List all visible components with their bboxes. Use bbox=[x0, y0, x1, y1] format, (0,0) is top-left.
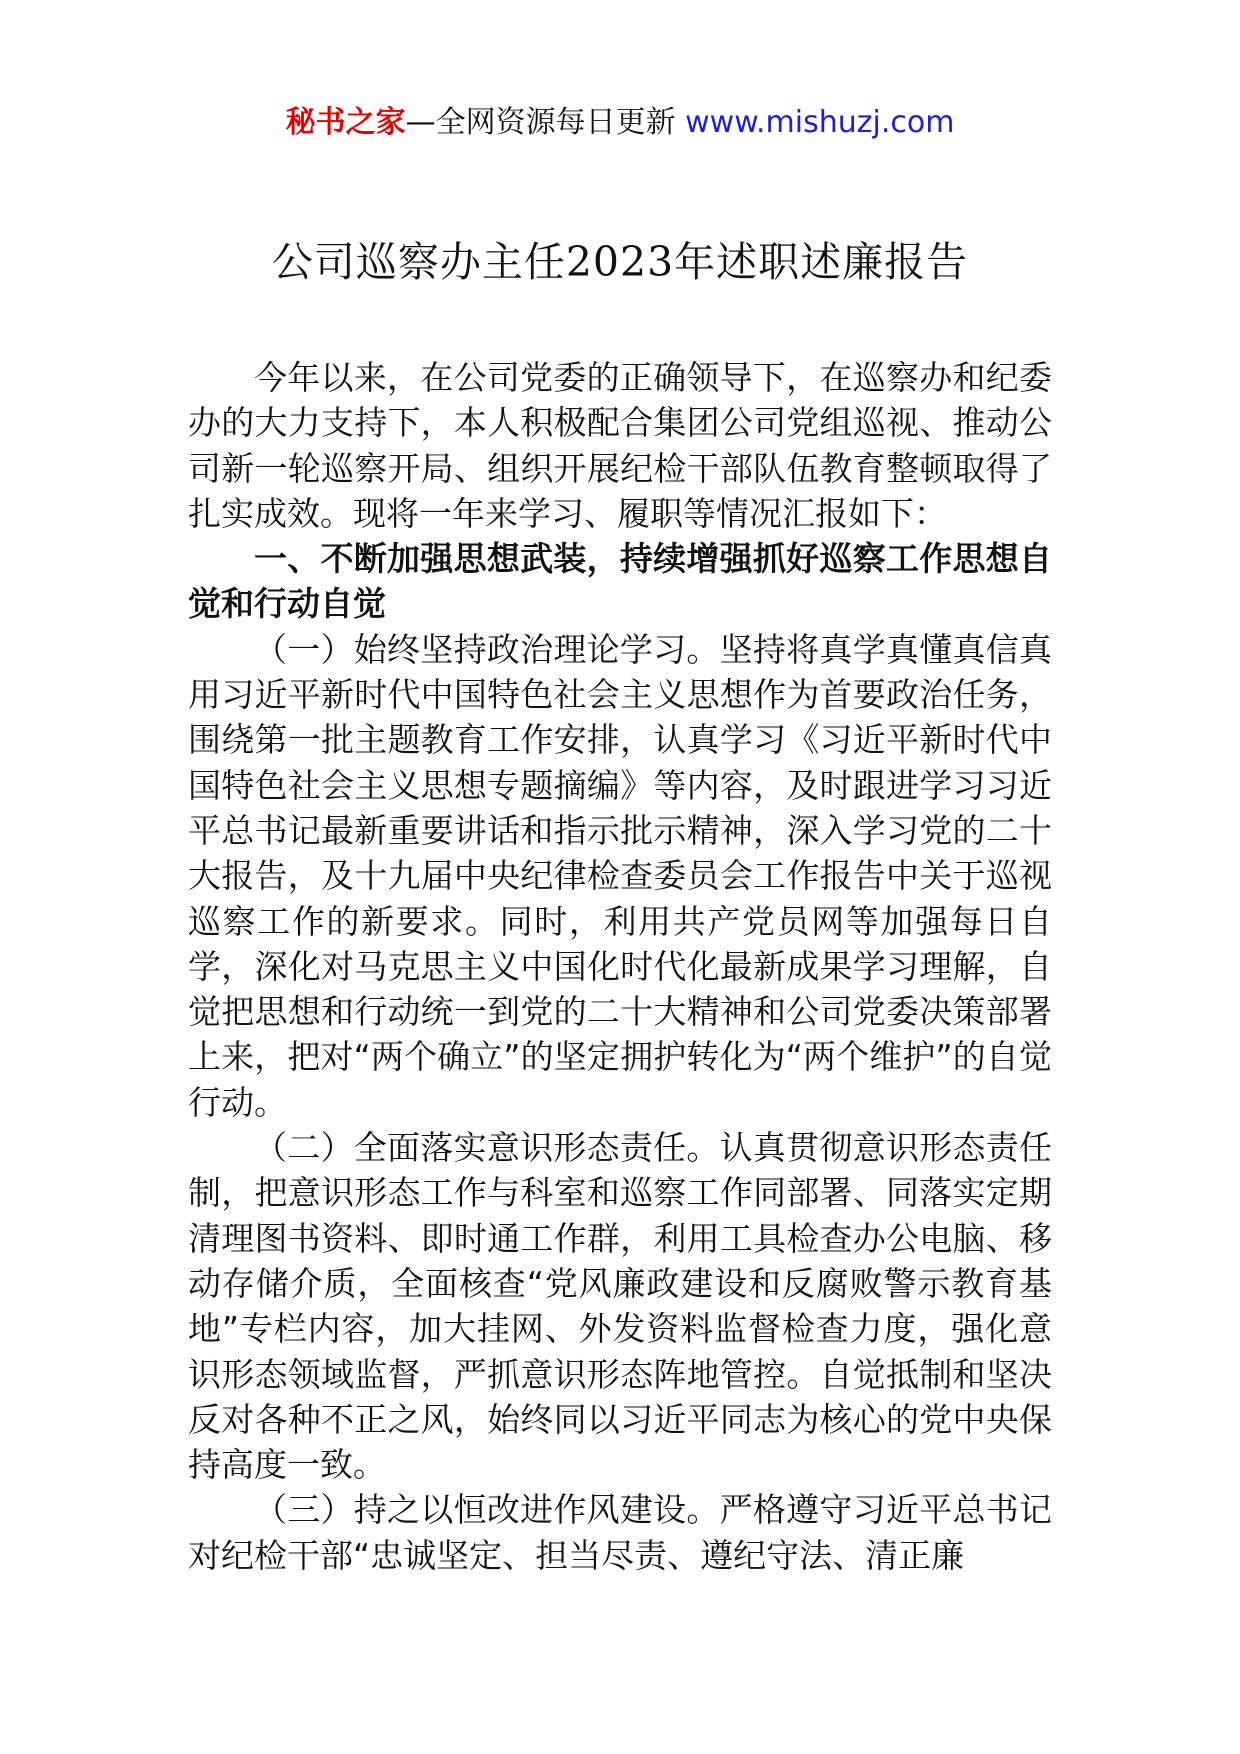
site-banner bbox=[0, 100, 1240, 146]
document-body bbox=[188, 355, 1052, 1578]
intro-paragraph: 今年以来，在公司党委的正确领导下，在巡察办和纪委办的大力支持下，本人积极配合集团公司党组巡视、推动公司新一轮巡察开局、组织开展纪检干部队伍教育整顿取得了扎实成效。现将一年来学习、履职等情况汇报如下： bbox=[188, 358, 1052, 533]
section-heading-1: 一、不断加强思想武装，持续增强抓好巡察工作思想自觉和行动自觉 bbox=[188, 539, 1052, 624]
document-title: 公司巡察办主任2023年述职述廉报告 bbox=[271, 238, 969, 286]
brand-tagline: —全网资源每日更新 bbox=[405, 105, 676, 140]
brand-name: 秘书之家 bbox=[285, 105, 406, 140]
subsection-paragraph-1: （一）始终坚持政治理论学习。坚持将真学真懂真信真用习近平新时代中国特色社会主义思想作为首要政治任务，围绕第一批主题教育工作安排，认真学习《习近平新时代中国特色社会主义思想专题摘编》等内容，及时跟进学习习近平总书记最新重要讲话和指示批示精神，深入学习党的二十大报告，及十九届中央纪律检查委员会工作报告中关于巡视巡察工作的新要求。同时，利用共产党员网等加强每日自学，深化对马克思主义中国化时代化最新成果学习理解，自觉把思想和行动统一到党的二十大精神和公司党委决策部署上来，把对“两个确立”的坚定拥护转化为“两个维护”的自觉行动。 bbox=[188, 629, 1052, 1122]
website-link[interactable]: www.mishuzj.com bbox=[685, 105, 955, 140]
subsection-paragraph-2: （二）全面落实意识形态责任。认真贯彻意识形态责任制，把意识形态工作与科室和巡察工作同部署、同落实定期清理图书资料、即时通工作群，利用工具检查办公电脑、移动存储介质，全面核查“党风廉政建设和反腐败警示教育基地”专栏内容，加大挂网、外发资料监督检查力度，强化意识形态领域监督，严抓意识形态阵地管控。自觉抵制和坚决反对各种不正之风，始终同以习近平同志为核心的党中央保持高度一致。 bbox=[188, 1128, 1052, 1485]
subsection-paragraph-3: （三）持之以恒改进作风建设。严格遵守习近平总书记对纪检干部“忠诚坚定、担当尽责、遵纪守法、清正廉 bbox=[188, 1490, 1052, 1575]
